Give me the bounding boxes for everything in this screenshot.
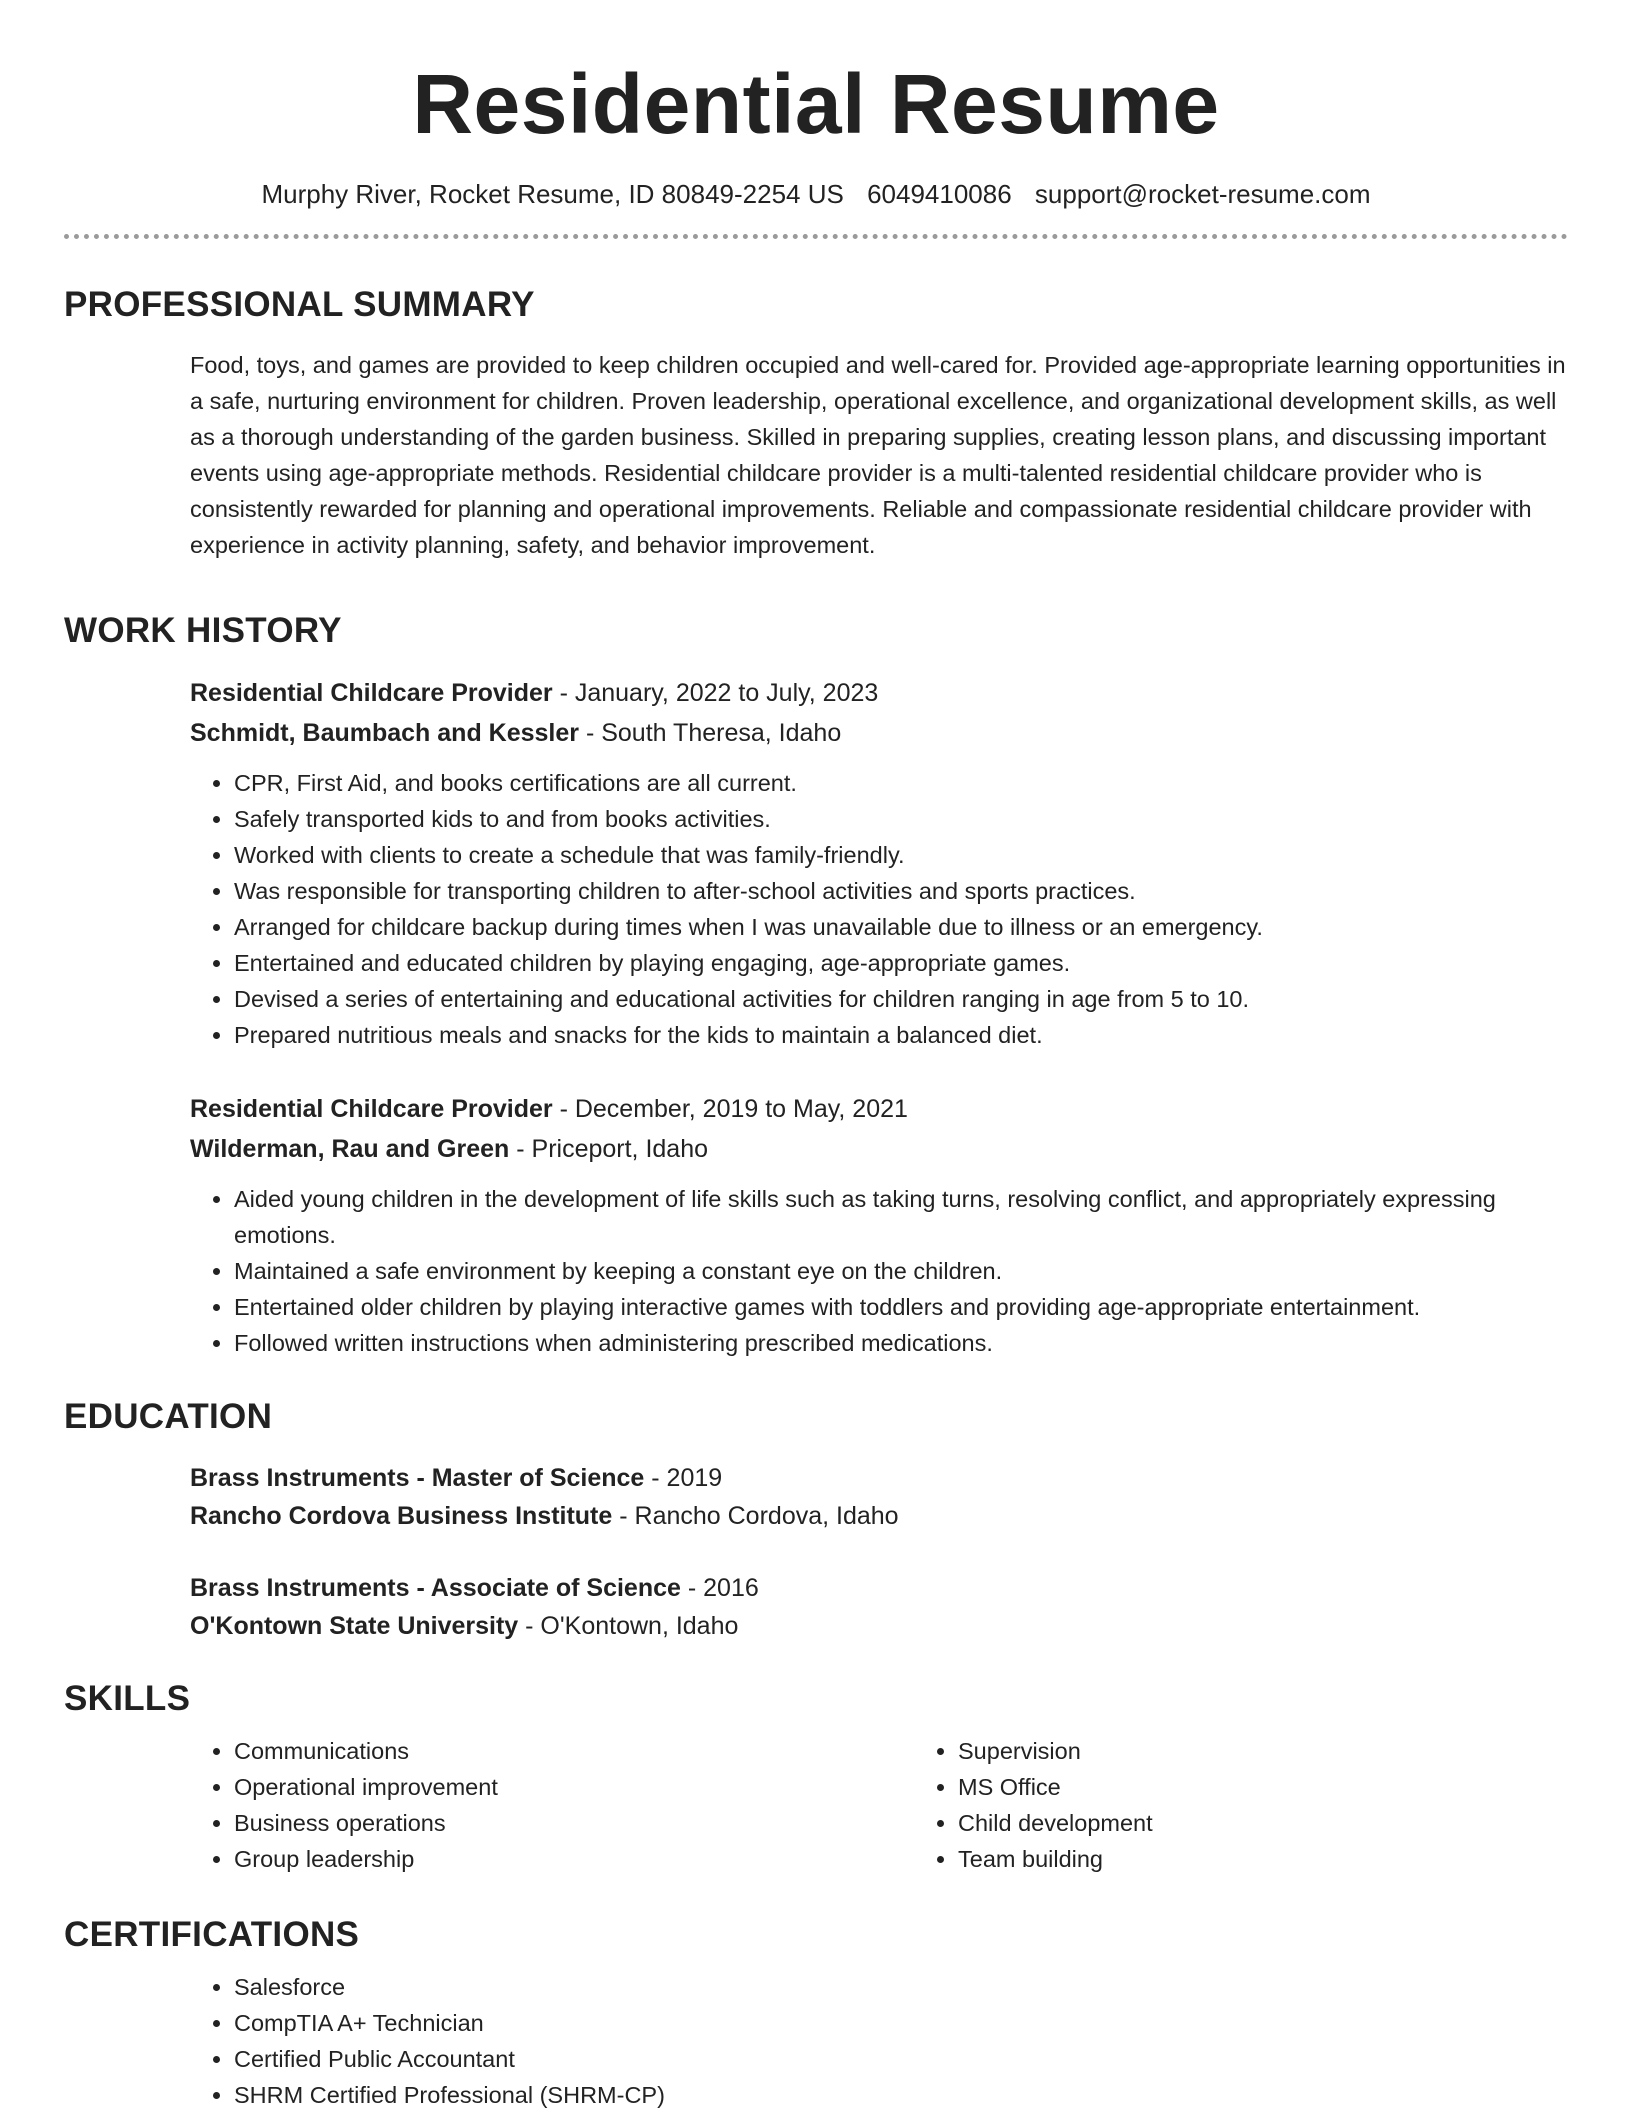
skills-heading: SKILLS <box>64 1679 191 1718</box>
job-entry <box>190 673 1568 1053</box>
education-degree-line <box>190 1569 1568 1607</box>
education-degree: Brass Instruments - Master of Science <box>190 1464 645 1492</box>
job-dates: - December, 2019 to May, 2021 <box>552 1095 908 1123</box>
certifications-list <box>190 1969 1568 2113</box>
job-title-line <box>190 1089 1568 1129</box>
skill-item: • Supervision <box>958 1733 1632 1769</box>
skill-item: • Child development <box>958 1805 1632 1841</box>
skill-item: • Group leadership <box>234 1841 914 1877</box>
job-bullet: • Safely transported kids to and from books activities. <box>234 801 1568 837</box>
header-divider <box>64 234 1568 239</box>
job-bullets <box>190 1181 1568 1361</box>
job-title: Residential Childcare Provider <box>190 679 553 707</box>
certifications-body <box>190 1969 1568 2113</box>
job-bullet: • Aided young children in the development of life skills such as taking turns, resolving conflict, and appropriately expressing emotions. <box>234 1181 1568 1253</box>
job-bullet: • Entertained and educated children by playing engaging, age-appropriate games. <box>234 945 1568 981</box>
education-year: - 2016 <box>680 1574 759 1602</box>
education-entry <box>190 1569 1568 1645</box>
job-title: Residential Childcare Provider <box>190 1095 553 1123</box>
skill-item: • Communications <box>234 1733 914 1769</box>
education-degree-line <box>190 1459 1568 1497</box>
summary-heading: PROFESSIONAL SUMMARY <box>64 285 535 324</box>
job-bullets <box>190 765 1568 1053</box>
education-year: - 2019 <box>644 1464 723 1492</box>
skills-body <box>190 1733 1568 1877</box>
education-school-line <box>190 1497 1568 1535</box>
job-entry <box>190 1089 1568 1361</box>
contact-line <box>64 179 1568 210</box>
job-dates: - January, 2022 to July, 2023 <box>552 679 879 707</box>
contact-phone: 6049410086 <box>867 179 1012 209</box>
certification-item: • Salesforce <box>234 1969 1568 2005</box>
contact-email: support@rocket-resume.com <box>1034 179 1371 209</box>
job-bullet: • Followed written instructions when administering prescribed medications. <box>234 1325 1568 1361</box>
job-bullet: • Entertained older children by playing interactive games with toddlers and providing age-appropriate entertainment. <box>234 1289 1568 1325</box>
work-history-heading: WORK HISTORY <box>64 611 342 650</box>
skills-list-right <box>914 1733 1632 1877</box>
skill-item: • Team building <box>958 1841 1632 1877</box>
job-bullet: • CPR, First Aid, and books certifications are all current. <box>234 765 1568 801</box>
job-company: Schmidt, Baumbach and Kessler <box>190 719 580 747</box>
summary-body <box>190 347 1568 563</box>
education-degree: Brass Instruments - Associate of Science <box>190 1574 681 1602</box>
job-bullet: • Prepared nutritious meals and snacks for the kids to maintain a balanced diet. <box>234 1017 1568 1053</box>
education-school-line <box>190 1607 1568 1645</box>
summary-text: Food, toys, and games are provided to keep children occupied and well-cared for. Provided age-appropriate learning opportunities in a safe, nurturing environment for children. Proven leadership, operational excellence, and organizational development skills, as well as a thorough understanding of the garden business. Skilled in preparing supplies, creating lesson plans, and discussing important events using age-appropriate methods. Residential childcare provider is a multi-talented residential childcare provider who is consistently rewarded for planning and operational improvements. Reliable and compassionate residential childcare provider with experience in activity planning, safety, and behavior improvement. <box>190 352 1566 558</box>
skills-list-left <box>190 1733 914 1877</box>
job-location: - Priceport, Idaho <box>509 1135 709 1163</box>
job-company-line <box>190 713 1568 753</box>
skills-grid <box>190 1733 1568 1877</box>
skill-item: • MS Office <box>958 1769 1632 1805</box>
resume-title: Residential Resume <box>412 57 1220 151</box>
education-school: Rancho Cordova Business Institute <box>190 1502 613 1530</box>
job-bullet: • Maintained a safe environment by keeping a constant eye on the children. <box>234 1253 1568 1289</box>
certification-item: • SHRM Certified Professional (SHRM-CP) <box>234 2077 1568 2113</box>
job-title-line <box>190 673 1568 713</box>
education-school: O'Kontown State University <box>190 1612 519 1640</box>
job-bullet: • Was responsible for transporting children to after-school activities and sports practices. <box>234 873 1568 909</box>
education-entry <box>190 1459 1568 1535</box>
skill-item: • Operational improvement <box>234 1769 914 1805</box>
certifications-heading: CERTIFICATIONS <box>64 1915 360 1954</box>
job-bullet: • Devised a series of entertaining and educational activities for children ranging in age from 5 to 10. <box>234 981 1568 1017</box>
job-company-line <box>190 1129 1568 1169</box>
skill-item: • Business operations <box>234 1805 914 1841</box>
certification-item: • CompTIA A+ Technician <box>234 2005 1568 2041</box>
contact-address: Murphy River, Rocket Resume, ID 80849-2254 US <box>261 179 844 209</box>
education-location: - O'Kontown, Idaho <box>518 1612 739 1640</box>
education-heading: EDUCATION <box>64 1397 273 1436</box>
job-bullet: • Worked with clients to create a schedule that was family-friendly. <box>234 837 1568 873</box>
job-company: Wilderman, Rau and Green <box>190 1135 510 1163</box>
work-history-body <box>190 673 1568 1361</box>
job-location: - South Theresa, Idaho <box>579 719 842 747</box>
education-location: - Rancho Cordova, Idaho <box>612 1502 899 1530</box>
certification-item: • Certified Public Accountant <box>234 2041 1568 2077</box>
job-bullet: • Arranged for childcare backup during times when I was unavailable due to illness or an emergency. <box>234 909 1568 945</box>
education-body <box>190 1459 1568 1645</box>
